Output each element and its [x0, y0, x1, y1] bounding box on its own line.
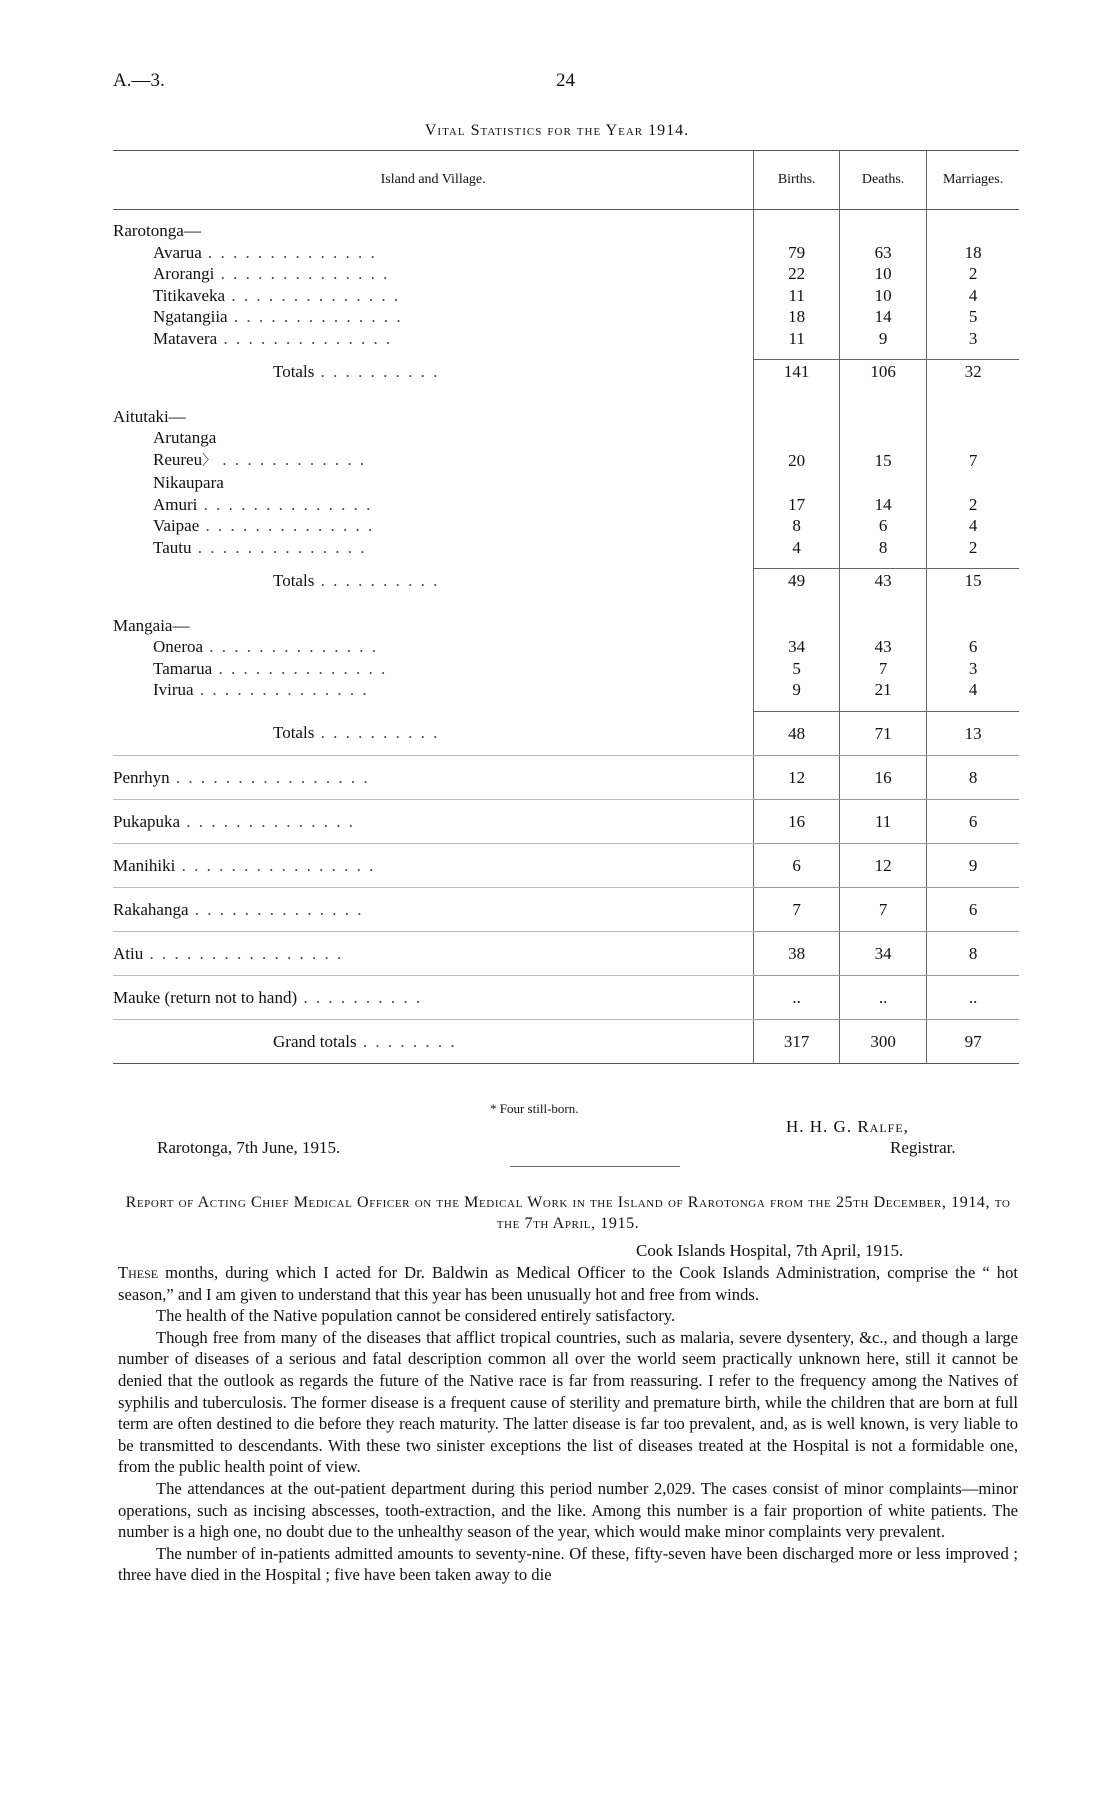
- births-cell: 49: [754, 569, 840, 593]
- marriages-cell: 9: [927, 843, 1019, 887]
- deaths-cell: 71: [840, 711, 927, 755]
- marriages-cell: 13: [927, 711, 1019, 755]
- paragraph: The attendances at the out-patient department during this period number 2,029. The cases consist of minor complaints—minor operations, such as incising abscesses, tooth-extraction, and the like. Among this number is a fair proportion of white patients. The number is a high one, no doubt due to the unhealthy season of the year, which would make minor complaints very prevalent.: [118, 1478, 1018, 1542]
- marriages-cell: 4: [927, 515, 1019, 537]
- table-row: Rakahanga . . . . . . . . . . . . . . 7 7 6: [113, 887, 1019, 931]
- marriages-cell: 3: [927, 328, 1019, 350]
- village-name: Avarua: [153, 242, 202, 262]
- deaths-cell: 7: [840, 658, 927, 680]
- paragraph-text: months, during which I acted for Dr. Baldwin as Medical Officer to the Cook Islands Administration, comprise the “ hot season,” and I am given to understand that this year has been unusually hot and free from winds.: [118, 1263, 1018, 1304]
- births-cell: 317: [754, 1019, 840, 1063]
- totals-row: Totals . . . . . . . . . . 141 106 32: [113, 360, 1019, 384]
- table-row: Atiu . . . . . . . . . . . . . . . . 38 34 8: [113, 931, 1019, 975]
- report-body: [118, 1262, 1018, 1586]
- island-name: Rakahanga: [113, 899, 189, 919]
- births-cell: 34: [754, 636, 840, 658]
- deaths-cell: 10: [840, 263, 927, 285]
- table-row: Mauke (return not to hand) . . . . . . . . . . .. .. ..: [113, 975, 1019, 1019]
- births-cell: 20: [754, 449, 840, 473]
- deaths-cell: 6: [840, 515, 927, 537]
- table-row: [113, 220, 1019, 242]
- table-row: Titikaveka . . . . . . . . . . . . . . 11 10 4: [113, 285, 1019, 307]
- village-name: Titikaveka: [153, 285, 226, 305]
- births-cell: 8: [754, 515, 840, 537]
- table-row: Manihiki . . . . . . . . . . . . . . . . 6 12 9: [113, 843, 1019, 887]
- village-name: Oneroa: [153, 637, 204, 656]
- deaths-cell: 106: [840, 360, 927, 384]
- deaths-cell: 9: [840, 328, 927, 350]
- births-cell: 12: [754, 755, 840, 799]
- table-row: [113, 615, 1019, 637]
- deaths-cell: 10: [840, 285, 927, 307]
- report-place-date: Cook Islands Hospital, 7th April, 1915.: [636, 1241, 904, 1260]
- report-title: Report of Acting Chief Medical Officer on the Medical Work in the Island of Rarotonga from the 25th December, 1914, to the 7th April, 1915.: [125, 1194, 1011, 1232]
- table-row: Arorangi . . . . . . . . . . . . . . 22 10 2: [113, 263, 1019, 285]
- births-cell: ..: [754, 975, 840, 1019]
- table-row: Pukapuka . . . . . . . . . . . . . . 16 11 6: [113, 799, 1019, 843]
- column-header-births: Births.: [754, 151, 840, 210]
- village-name: Ivirua: [153, 680, 194, 699]
- births-cell: 11: [754, 328, 840, 350]
- paragraph-lead: These: [118, 1263, 159, 1282]
- table-row: [113, 472, 1019, 494]
- births-cell: 22: [754, 263, 840, 285]
- births-cell: 9: [754, 679, 840, 701]
- column-header-deaths: Deaths.: [840, 151, 927, 210]
- document-reference: A.—3.: [113, 70, 165, 91]
- marriages-cell: 4: [927, 285, 1019, 307]
- deaths-cell: ..: [840, 975, 927, 1019]
- marriages-cell: 6: [927, 799, 1019, 843]
- divider: [510, 1166, 680, 1167]
- deaths-cell: 63: [840, 242, 927, 264]
- marriages-cell: ..: [927, 975, 1019, 1019]
- marriages-cell: 3: [927, 658, 1019, 680]
- marriages-cell: 15: [927, 569, 1019, 593]
- births-cell: 17: [754, 494, 840, 516]
- paragraph: The health of the Native population cannot be considered entirely satisfactory.: [156, 1306, 676, 1326]
- signature-role: Registrar.: [890, 1138, 956, 1157]
- village-name: Tautu: [153, 537, 192, 557]
- births-cell: 16: [754, 799, 840, 843]
- births-cell: 18: [754, 306, 840, 328]
- table-title: Vital Statistics for the Year 1914.: [424, 122, 690, 139]
- village-name: Tamarua: [153, 658, 213, 678]
- table-row: Avarua . . . . . . . . . . . . . . 79 63 18: [113, 242, 1019, 264]
- marriages-cell: 8: [927, 931, 1019, 975]
- table-row: Tamarua . . . . . . . . . . . . . . 5 7 3: [113, 658, 1019, 680]
- island-name: Manihiki: [113, 855, 176, 875]
- vital-statistics-table: [113, 150, 1019, 1064]
- marriages-cell: 6: [927, 636, 1019, 658]
- deaths-cell: 21: [840, 679, 927, 701]
- table-row: Tautu . . . . . . . . . . . . . . 4 8 2: [113, 537, 1019, 559]
- table-row: Vaipae . . . . . . . . . . . . . . 8 6 4: [113, 515, 1019, 537]
- births-cell: 38: [754, 931, 840, 975]
- footnote: * Four still-born.: [490, 1101, 579, 1116]
- grand-totals-label: Grand totals: [273, 1031, 357, 1051]
- totals-row: Totals . . . . . . . . . . 48 71 13: [113, 711, 1019, 755]
- table-row: [113, 427, 1019, 449]
- village-name: Vaipae: [153, 516, 200, 535]
- paragraph: The number of in-patients admitted amounts to seventy-nine. Of these, fifty-seven have been discharged more or less improved ; three have died in the Hospital ; five have been taken away to die: [118, 1543, 1018, 1585]
- signature-name: H. H. G. Ralfe,: [786, 1117, 909, 1136]
- totals-label: Totals: [273, 361, 315, 381]
- column-header-marriages: Marriages.: [927, 151, 1019, 210]
- marriages-cell: 2: [927, 263, 1019, 285]
- births-cell: 6: [754, 843, 840, 887]
- village-name: Arorangi: [153, 264, 215, 283]
- village-name: Ngatangiia: [153, 307, 228, 326]
- marriages-cell: 5: [927, 306, 1019, 328]
- section-label: Aitutaki—: [113, 406, 186, 426]
- grand-totals-row: Grand totals . . . . . . . . 317 300 97: [113, 1019, 1019, 1063]
- section-label: Rarotonga—: [113, 221, 201, 240]
- marriages-cell: 2: [927, 537, 1019, 559]
- deaths-cell: 300: [840, 1019, 927, 1063]
- table-row: Matavera . . . . . . . . . . . . . . 11 9 3: [113, 328, 1019, 350]
- births-cell: 11: [754, 285, 840, 307]
- marriages-cell: 18: [927, 242, 1019, 264]
- page-number: 24: [556, 70, 575, 91]
- section-label: Mangaia—: [113, 615, 190, 635]
- place-date: Rarotonga, 7th June, 1915.: [157, 1138, 341, 1157]
- marriages-cell: 2: [927, 494, 1019, 516]
- marriages-cell: 4: [927, 679, 1019, 701]
- table-row: Penrhyn . . . . . . . . . . . . . . . . 12 16 8: [113, 755, 1019, 799]
- totals-label: Totals: [273, 723, 315, 743]
- table-row: Ivirua . . . . . . . . . . . . . . 9 21 4: [113, 679, 1019, 701]
- births-cell: 7: [754, 887, 840, 931]
- table-row: Ngatangiia . . . . . . . . . . . . . . 18 14 5: [113, 306, 1019, 328]
- totals-label: Totals: [273, 570, 315, 590]
- marriages-cell: 97: [927, 1019, 1019, 1063]
- island-name: Penrhyn: [113, 767, 170, 787]
- table-row: Oneroa . . . . . . . . . . . . . . 34 43 6: [113, 636, 1019, 658]
- brace-icon: 〉: [202, 453, 217, 469]
- village-name: Amuri: [153, 494, 198, 514]
- column-header-island: Island and Village.: [113, 151, 754, 210]
- births-cell: 5: [754, 658, 840, 680]
- island-name: Pukapuka: [113, 811, 181, 831]
- deaths-cell: 7: [840, 887, 927, 931]
- marriages-cell: 8: [927, 755, 1019, 799]
- deaths-cell: 43: [840, 569, 927, 593]
- births-cell: 4: [754, 537, 840, 559]
- births-cell: 141: [754, 360, 840, 384]
- deaths-cell: 14: [840, 306, 927, 328]
- marriages-cell: 6: [927, 887, 1019, 931]
- village-name: Matavera: [153, 328, 218, 348]
- table-row: [113, 406, 1019, 428]
- village-name: Reureu: [153, 449, 203, 469]
- paragraph: Though free from many of the diseases that afflict tropical countries, such as malaria, severe dysentery, &c., and though a large number of diseases of a serious and fatal description common all over the world seem practically unknown here, still it cannot be denied that the outlook as regards the future of the Native race is far from reassuring. I refer to the frequency among the Natives of syphilis and tuberculosis. The former disease is a frequent cause of sterility and premature birth, while the children that are born at full term are often destined to die before they reach maturity. The latter disease is far too prevalent, and, as is well known, is very liable to be transmitted to descendants. With these two sinister exceptions the list of diseases treated at the Hospital is not a formidable one, from the public health point of view.: [118, 1327, 1018, 1477]
- totals-row: Totals . . . . . . . . . . 49 43 15: [113, 569, 1019, 593]
- births-cell: 48: [754, 711, 840, 755]
- marriages-cell: 32: [927, 360, 1019, 384]
- island-name: Atiu: [113, 943, 144, 963]
- births-cell: 79: [754, 242, 840, 264]
- deaths-cell: 11: [840, 799, 927, 843]
- deaths-cell: 8: [840, 537, 927, 559]
- deaths-cell: 12: [840, 843, 927, 887]
- marriages-cell: 7: [927, 449, 1019, 473]
- deaths-cell: 16: [840, 755, 927, 799]
- village-name: Arutanga: [153, 428, 217, 447]
- island-name: Mauke (return not to hand): [113, 987, 298, 1007]
- paragraph: [118, 1262, 1018, 1305]
- village-name: Nikaupara: [153, 473, 224, 492]
- deaths-cell: 43: [840, 636, 927, 658]
- table-row: Amuri . . . . . . . . . . . . . . 17 14 2: [113, 494, 1019, 516]
- deaths-cell: 15: [840, 449, 927, 473]
- deaths-cell: 14: [840, 494, 927, 516]
- deaths-cell: 34: [840, 931, 927, 975]
- table-row: Reureu〉 . . . . . . . . . . . . 20 15 7: [113, 449, 1019, 473]
